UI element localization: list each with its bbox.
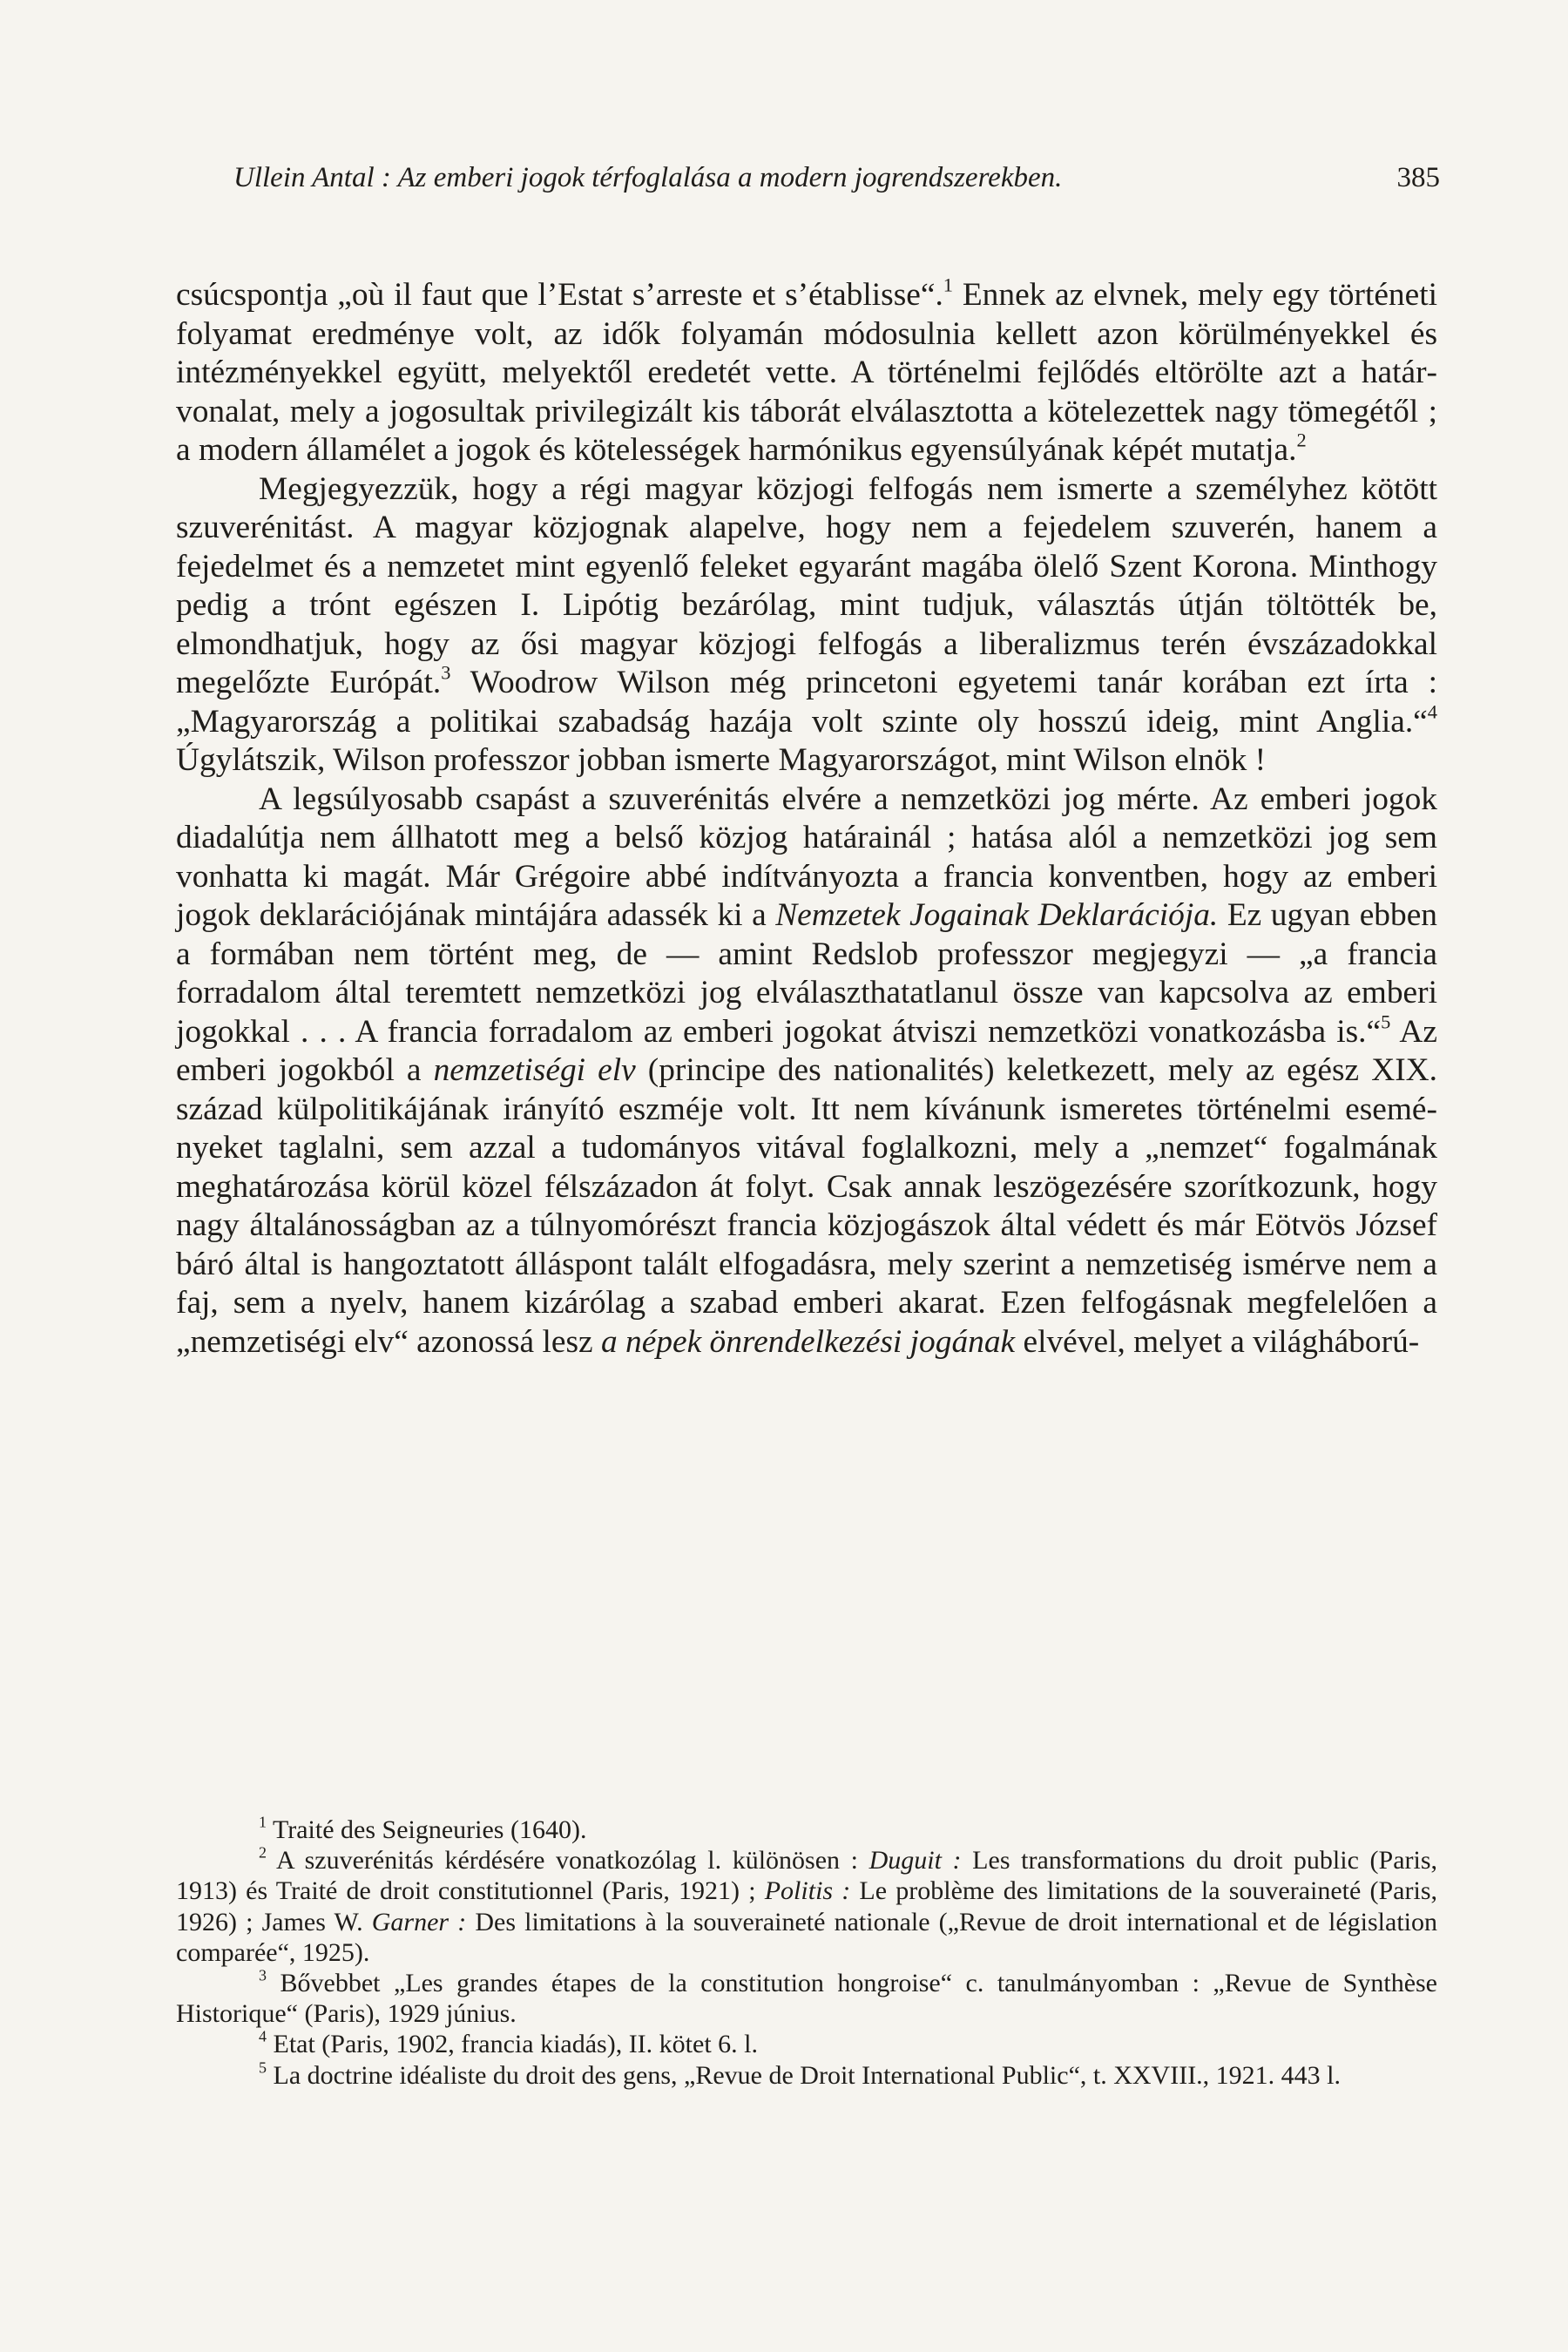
text-span: Woodrow Wilson még princetoni egyetemi tanár korában ezt írta : „Magyarország a politikai szabadság hazája volt szinte oly hosszú ideig, mint Anglia.“	[176, 665, 1437, 740]
footnote-ref-5[interactable]: 5	[1381, 1010, 1391, 1032]
text-span: Megjegyezzük, hogy a régi magyar közjogi felfogás nem ismerte a személyhez kötött szuverénitást. A magyar közjognak alapelve, hogy nem a fejedelem szuverén, hanem a fejedelmet és a nemzetet mint egyenlő feleket egyaránt magába ölelő Szent Korona. Minthogy pedig a trónt egészen I. Lipótig bezárólag, mint tudjuk, választás útján töltötték be, elmondhatjuk, hogy az ősi magyar közjogi felfogás a liberalizmus terén évszázadokkal megelőzte Európát.	[176, 470, 1437, 700]
footnote-3	[176, 1968, 1437, 2029]
running-header	[233, 162, 1440, 194]
footnote-text: A szuverénitás kérdésére vonatkozólag l. különösen :	[267, 1846, 869, 1876]
footnote-5	[176, 2060, 1437, 2091]
footnote-1	[176, 1815, 1437, 1845]
author-name: Politis :	[764, 1876, 851, 1906]
running-title: Ullein Antal : Az emberi jogok térfoglalása a modern jogrendszerekben.	[233, 162, 1063, 193]
footnote-ref-4[interactable]: 4	[1427, 700, 1437, 722]
footnote-ref-1[interactable]: 1	[943, 274, 954, 296]
footnote-text: Des limitations à la souveraineté nationale („Revue de droit international et de législation comparée“, 1925).	[176, 1907, 1438, 1967]
footnote-number: 3	[259, 1966, 267, 1984]
footnote-ref-3[interactable]: 3	[441, 661, 451, 684]
text-span: csúcspontja „où il faut que l’Estat s’arreste et s’établisse“.	[176, 277, 943, 313]
footnotes	[176, 1815, 1437, 2091]
footnote-2	[176, 1845, 1437, 1968]
paragraph-1	[176, 276, 1437, 470]
footnote-text: Les transformations du droit public (Paris, 1913) és Traité de droit constitutionnel (Paris, 1921) ;	[176, 1846, 1438, 1906]
author-name: Garner :	[371, 1907, 467, 1936]
footnote-text: Traité des Seigneuries (1640).	[267, 1815, 587, 1844]
footnote-text: Le problème des limitations de la souveraineté (Paris, 1926) ; James W.	[176, 1876, 1437, 1936]
footnote-number: 1	[259, 1813, 267, 1831]
paragraph-3	[176, 781, 1437, 1362]
footnote-text: Bővebbet „Les grandes étapes de la constitution hongroise“ c. tanulmányomban : „Revue de Synthèse Historique“ (Paris), 1929 június.	[176, 1969, 1437, 2029]
footnote-ref-2[interactable]: 2	[1296, 429, 1307, 451]
footnote-number: 2	[259, 1843, 267, 1862]
page-number: 385	[1396, 162, 1440, 193]
text-span: Ennek az elvnek, mely egy történeti folyamat eredménye volt, az idők folyamán módosulnia kellett azon körülményekkel és intézményekkel együtt, melyektől eredetét vette. A történelmi fejlődés eltörölte azt a határvonalat, mely a jogosultak privilegizált kis táborát elválasztotta a kötelezettek nagy tömegétől ; a modern államélet a jogok és kötelességek harmónikus egyensúlyának képét mutatja.	[176, 277, 1437, 468]
main-text	[176, 276, 1437, 1362]
italic-span: a népek önrendelkezési jogának	[600, 1323, 1016, 1360]
footnote-text: La doctrine idéaliste du droit des gens, „Revue de Droit International Public“, t. XXVIII., 1921. 443 l.	[267, 2060, 1342, 2090]
text-span: (principe des nationalités) keletkezett, mely az egész XIX. század külpolitikájának irányító eszméje volt. Itt nem kívánunk ismeretes történelmi eseményeket taglalni, sem azzal a tudományos vitával foglalkozni, mely a „nemzet“ fogalmának meghatározása körül közel félszázadon át folyt. Csak annak leszögezésére szorítkozunk, hogy nagy általánosságban az a túlnyomórészt francia közjogászok által védett és már Eötvös József báró által is hangoztatott álláspont talált elfogadásra, mely szerint a nemzetiség ismérve nem a faj, sem a nyelv, hanem kizárólag a szabad emberi akarat. Ezen felfogásnak megfelelően a „nemzetiségi elv“ azonossá lesz	[176, 1052, 1437, 1360]
footnote-number: 4	[259, 2027, 267, 2045]
text-span: A legsúlyosabb csapást a szuverénitás elvére a nemzetközi jog mérte. Az emberi jogok diadalútja nem állhatott meg a belső közjog határainál ; hatása alól a nemzetközi jog sem vonhatta ki magát. Már Grégoire abbé indítványozta a francia konventben, hogy az emberi jogok deklarációjának mintájára adassék ki a	[176, 781, 1437, 933]
text-span: Úgylátszik, Wilson professzor jobban ismerte Magyarországot, mint Wilson elnök !	[176, 742, 1267, 778]
text-span: Az emberi jogokból a	[176, 1013, 1437, 1088]
footnote-text: Etat (Paris, 1902, francia kiadás), II. kötet 6. l.	[267, 2030, 758, 2059]
text-span: Ez ugyan ebben a formában nem történt meg, de — amint Redslob professzor megjegyzi — „a francia forradalom által teremtett nemzetközi jog elválaszthatatlanul össze van kapcsolva az emberi jogokkal . . . A francia forradalom az emberi jogokat átviszi nemzetközi vonatkozásba is.“	[176, 897, 1437, 1050]
author-name: Duguit :	[868, 1846, 962, 1876]
italic-span: Nemzetek Jogainak Deklarációja.	[775, 897, 1219, 933]
text-span: elvével, melyet a világháború-	[1015, 1323, 1420, 1360]
paragraph-2	[176, 470, 1437, 781]
italic-span: nemzetiségi elv	[433, 1052, 636, 1088]
footnote-4	[176, 2029, 1437, 2059]
footnote-number: 5	[259, 2058, 267, 2077]
